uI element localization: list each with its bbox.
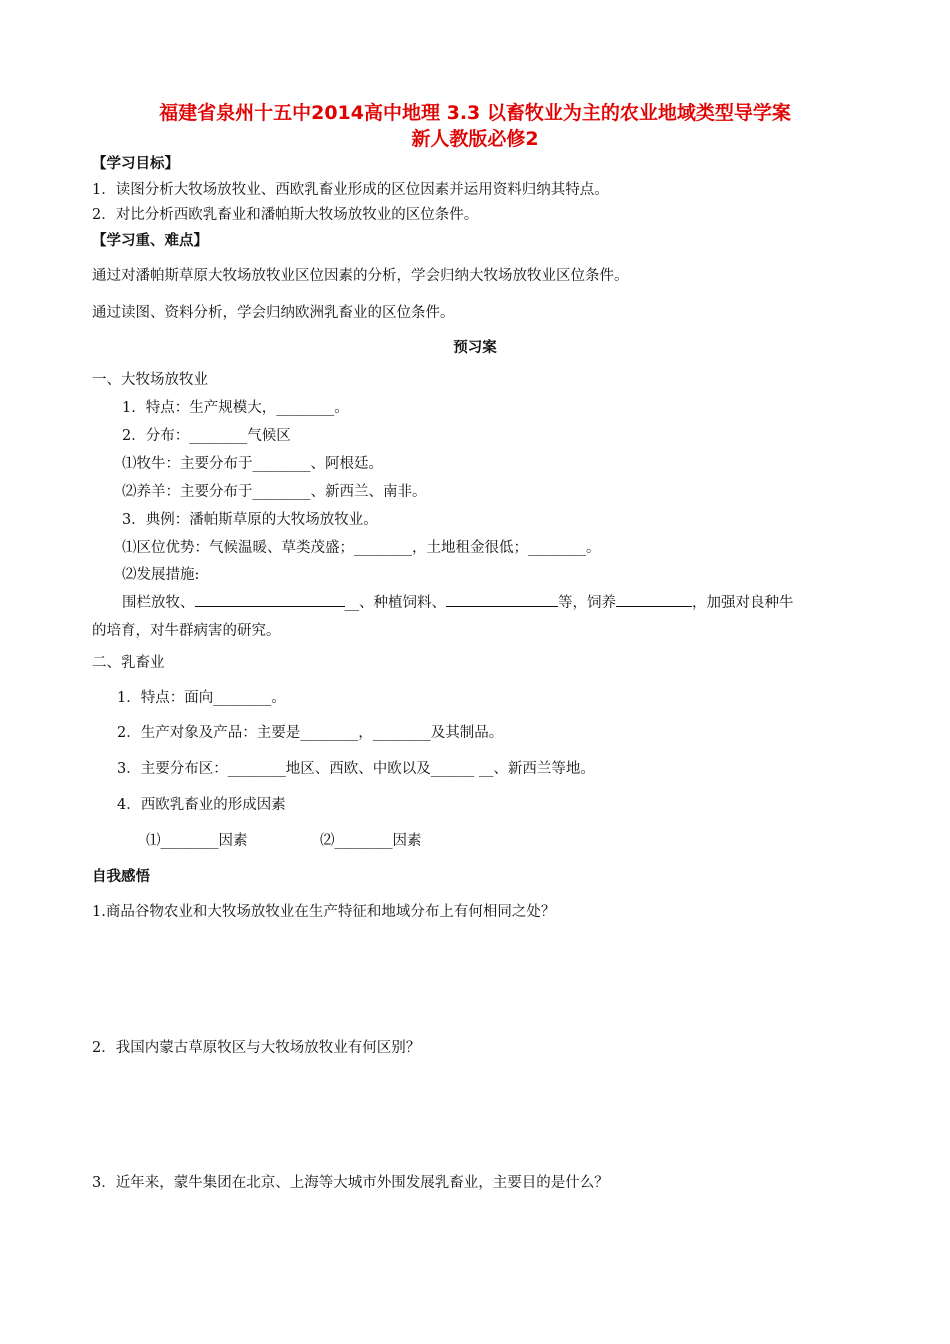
s1-line-8-part-c: 等，饲养 (558, 595, 616, 611)
section-1-title: 一、大牧场放牧业 (92, 372, 208, 388)
s1-line-2: 2．分布：________气候区 (122, 428, 291, 444)
s1-line-8-part-d: ，加强对良种牛 (692, 595, 794, 611)
reflection-heading: 自我感悟 (92, 869, 150, 885)
s1-line-9: 的培育，对牛群病害的研究。 (92, 623, 281, 639)
reflection-question-1: 1.商品谷物农业和大牧场放牧业在生产特征和地域分布上有何相同之处？ (92, 904, 556, 920)
s1-line-1: 1．特点：生产规模大，________。 (122, 400, 349, 416)
blank-underline (616, 592, 692, 607)
doc-title-line1: 福建省泉州十五中2014高中地理 3.3 以畜牧业为主的农业地域类型导学案 (159, 102, 791, 124)
s1-line-7: ⑵发展措施: (122, 567, 200, 583)
s1-line-8-part-a: 围栏放牧、 (122, 595, 195, 611)
section-2-title: 二、乳畜业 (92, 655, 165, 671)
key-point-2: 通过读图、资料分析，学会归纳欧洲乳畜业的区位条件。 (92, 305, 455, 321)
s2-line-4: 4．西欧乳畜业的形成因素 (117, 797, 286, 813)
s2-factor-1: ⑴________因素 (146, 833, 248, 849)
s1-line-4: ⑵养羊：主要分布于________、新西兰、南非。 (122, 484, 427, 500)
reflection-question-3: 3．近年来，蒙牛集团在北京、上海等大城市外围发展乳畜业，主要目的是什么？ (92, 1175, 609, 1191)
s2-line-2: 2．生产对象及产品：主要是________，________及其制品。 (117, 725, 504, 741)
blank-underline (195, 592, 345, 607)
blank-underline (446, 592, 558, 607)
s2-line-1: 1．特点：面向________。 (117, 690, 286, 706)
s1-line-6: ⑴区位优势：气候温暖、草类茂盛；________，土地租金很低；________。 (122, 540, 601, 556)
s2-line-3: 3．主要分布区：________地区、西欧、中欧以及______ __、新西兰等地。 (117, 761, 595, 777)
objective-item-2: 2．对比分析西欧乳畜业和潘帕斯大牧场放牧业的区位条件。 (92, 207, 479, 223)
s2-factor-2: ⑵________因素 (320, 833, 422, 849)
key-point-1: 通过对潘帕斯草原大牧场放牧业区位因素的分析，学会归纳大牧场放牧业区位条件。 (92, 268, 629, 284)
s1-line-3: ⑴牧牛：主要分布于________、阿根廷。 (122, 456, 383, 472)
s1-line-8-part-b: __、种植饲料、 (344, 595, 446, 611)
objectives-heading: 【学习目标】 (92, 156, 179, 172)
s1-line-5: 3．典例：潘帕斯草原的大牧场放牧业。 (122, 512, 378, 528)
preview-heading: 预习案 (453, 340, 497, 356)
s1-line-8 (122, 591, 794, 612)
reflection-question-2: 2．我国内蒙古草原牧区与大牧场放牧业有何区别？ (92, 1040, 421, 1056)
doc-title-line2: 新人教版必修2 (411, 128, 539, 150)
key-points-heading: 【学习重、难点】 (92, 233, 208, 249)
objective-item-1: 1．读图分析大牧场放牧业、西欧乳畜业形成的区位因素并运用资料归纳其特点。 (92, 182, 609, 198)
